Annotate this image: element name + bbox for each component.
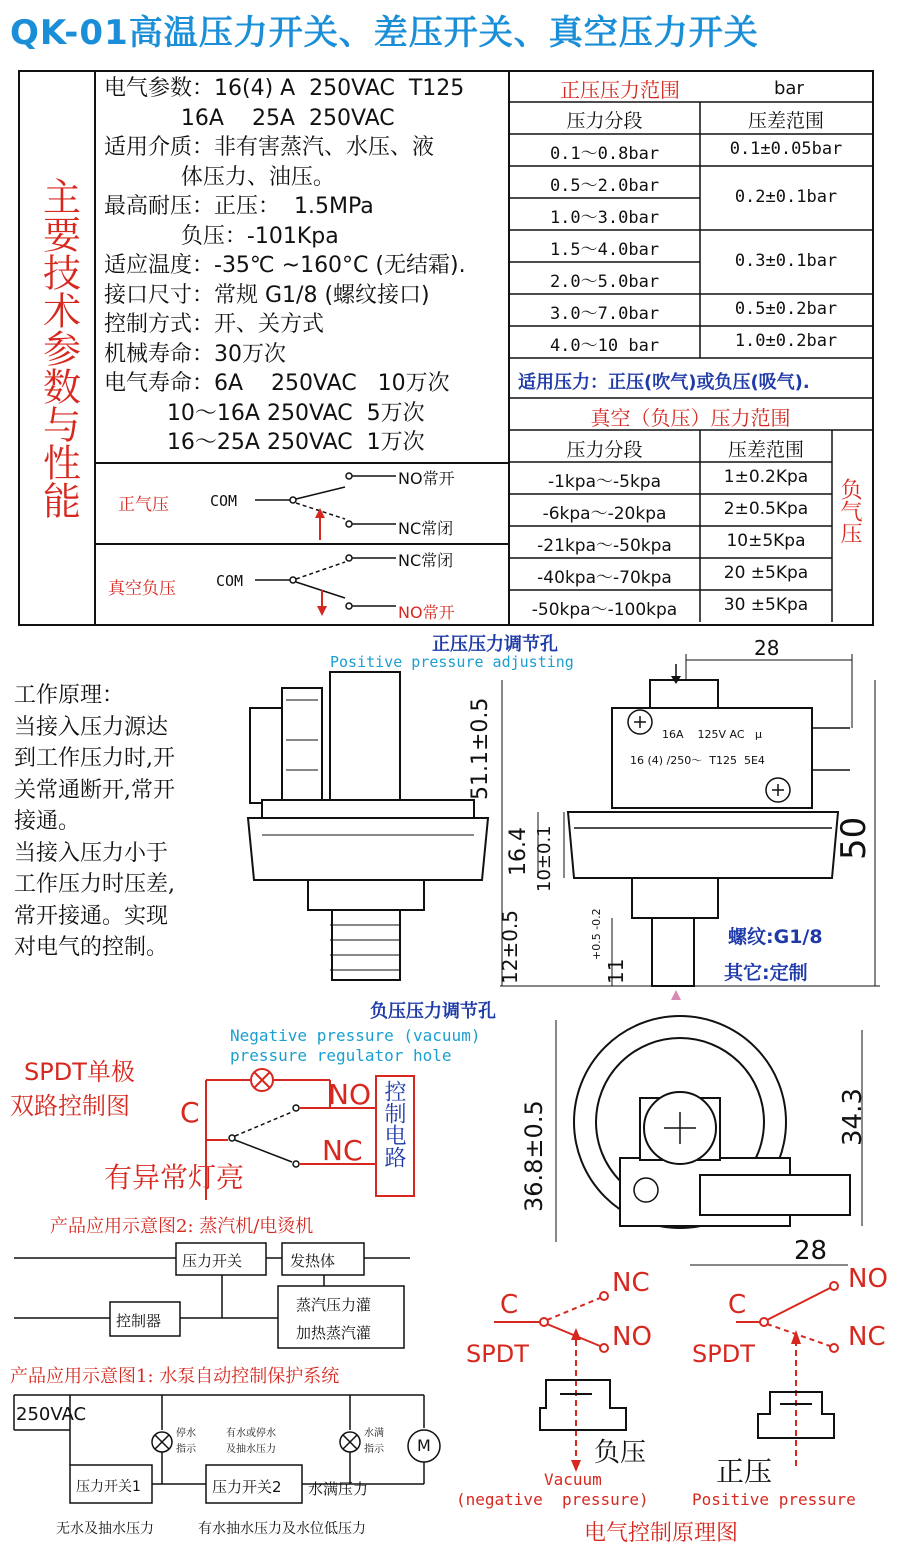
no-label: NO常开: [398, 469, 455, 488]
nc-label: NC: [848, 1322, 886, 1352]
indicator-label: 停水: [176, 1428, 196, 1439]
principle-line: 关常通断开,常开: [14, 777, 175, 803]
table-cell: -21kpa～-50kpa: [537, 536, 672, 556]
principle-line: 接通。: [14, 809, 81, 834]
dim-28-bottom: 28: [794, 1236, 828, 1266]
adjust-positive-en: Positive pressure adjusting: [330, 653, 574, 671]
spec-line: 10～16A 250VAC 5万次: [104, 400, 425, 426]
principle-line: 常开接通。实现: [14, 903, 169, 929]
tank-label: 蒸汽压力灌: [296, 1296, 372, 1314]
other-label: 其它:定制: [724, 962, 808, 984]
indicator-label: 水满: [364, 1428, 384, 1439]
spdt-title: 双路控制图: [10, 1092, 130, 1120]
app2-title: 产品应用示意图2: 蒸汽机/电烫机: [50, 1216, 314, 1237]
spec-line: 电气参数：16(4) A 250VAC T125: [104, 76, 465, 101]
table-cell: 0.5±0.2bar: [734, 299, 838, 319]
table-cell: 1.0±0.2bar: [734, 331, 838, 351]
principle-line: 对电气的控制。: [14, 935, 169, 960]
pressure-switch-1: 压力开关1: [76, 1479, 141, 1495]
no-label: NO: [328, 1078, 371, 1111]
positive-range-title: 正压压力范围: [560, 78, 680, 102]
positive-pressure-en: Positive pressure: [692, 1490, 856, 1509]
adjust-negative-cn: 负压压力调节孔: [370, 1001, 496, 1022]
heater-box: 发热体: [290, 1252, 336, 1270]
spec-line: 适应温度：-35℃ ~160°C (无结霜).: [104, 253, 466, 278]
motor-label: M: [417, 1436, 431, 1455]
table-cell: -6kpa～-20kpa: [542, 504, 667, 524]
table-cell: 1.0～3.0bar: [549, 208, 660, 228]
table-cell: 30 ±5Kpa: [723, 595, 809, 615]
thread-label: 螺纹:G1/8: [728, 926, 823, 948]
dim-50: 50: [834, 816, 874, 860]
pressure-switch-box: 压力开关: [182, 1252, 243, 1270]
spec-line: 机械寿命：30万次: [104, 341, 286, 367]
dim-11: 11: [604, 958, 628, 984]
spec-line: 体压力、油压。: [104, 164, 335, 190]
voltage-label: 250VAC: [16, 1404, 87, 1425]
nc-label: NC常闭: [398, 519, 454, 538]
controller-box: 控制器: [116, 1312, 162, 1330]
com-label: COM: [216, 572, 244, 590]
col-header: 压力分段: [566, 110, 643, 132]
no-label: NO常开: [398, 603, 455, 622]
applicable-pressure: 适用压力：正压(吹气)或负压(吸气).: [518, 372, 810, 393]
c-label: C: [180, 1096, 200, 1129]
no-label: NO: [848, 1264, 888, 1294]
dim-11-tol: +0.5 -0.2: [590, 908, 603, 960]
table-cell: 10±5Kpa: [726, 531, 806, 551]
spec-line: 最高耐压：正压： 1.5MPa: [104, 194, 374, 219]
table-cell: 0.1±0.05bar: [729, 139, 843, 159]
side-title: 主要技术参数与性能: [36, 177, 81, 519]
table-cell: 3.0～7.0bar: [549, 304, 660, 324]
table-cell: 0.3±0.1bar: [734, 251, 838, 271]
abnormal-lamp-label: 有异常灯亮: [104, 1161, 245, 1194]
c-label: C: [728, 1290, 747, 1320]
spec-line: 接口尺寸：常规 G1/8 (螺纹接口): [104, 282, 430, 308]
col-header: 压差范围: [727, 439, 804, 461]
dim-28: 28: [754, 636, 780, 660]
bottom-note: 有水抽水压力及水位低压力: [198, 1521, 366, 1537]
table-cell: 2.0～5.0bar: [549, 272, 660, 292]
table-cell: 2±0.5Kpa: [723, 499, 809, 519]
microswitch-text: 16 (4) /250～ T125 5E4: [630, 754, 765, 767]
control-circuit-label: 控制电路: [381, 1080, 406, 1168]
negative-pressure-label: 负压: [594, 1438, 647, 1468]
spdt-label: SPDT: [466, 1340, 529, 1368]
table-cell: -40kpa～-70kpa: [537, 568, 672, 588]
adjust-positive-cn: 正压压力调节孔: [432, 634, 558, 655]
table-cell: 1±0.2Kpa: [723, 467, 809, 487]
vacuum-range-title: 真空（负压）压力范围: [590, 406, 791, 430]
table-cell: -1kpa～-5kpa: [547, 472, 661, 492]
dim-36: 36.8±0.5: [520, 1100, 548, 1212]
work-principle: [14, 680, 175, 964]
dim-16: 16.4: [506, 827, 531, 876]
principle-caption: 电气控制原理图: [584, 1521, 739, 1546]
dim-34: 34.3: [838, 1088, 868, 1146]
col-header: 压差范围: [747, 110, 824, 132]
dim-10: 10±0.1: [534, 825, 555, 892]
spec-line: 负压：-101Kpa: [104, 223, 339, 249]
spec-line: 电气寿命：6A 250VAC 10万次: [104, 371, 450, 396]
principle-line: 到工作压力时,开: [14, 746, 175, 771]
principle-line: 工作压力时压差,: [14, 872, 175, 897]
tank-label: 加热蒸汽灌: [296, 1324, 372, 1342]
adjust-negative-en: pressure regulator hole: [230, 1046, 452, 1065]
indicator-label: 及抽水压力: [226, 1444, 276, 1455]
table-cell: 0.1～0.8bar: [549, 144, 660, 164]
vacuum-label: Vacuum: [544, 1470, 602, 1489]
principle-line: 当接入压力源达: [14, 714, 169, 740]
spec-line: 16～25A 250VAC 1万次: [104, 430, 425, 455]
adjust-negative-en: Negative pressure (vacuum): [230, 1026, 481, 1045]
spdt-label: SPDT: [692, 1340, 755, 1368]
indicator-label: 指示: [176, 1444, 196, 1455]
table-cell: 4.0～10 bar: [549, 336, 660, 356]
vacuum-label: (negative pressure): [456, 1490, 649, 1509]
nc-label: NC: [612, 1268, 650, 1298]
nc-label: NC: [322, 1134, 363, 1167]
bottom-note: 无水及抽水压力: [56, 1521, 154, 1537]
pressure-switch-2: 压力开关2: [212, 1478, 282, 1496]
spdt-title: SPDT单极: [24, 1058, 135, 1086]
table-cell: 0.5～2.0bar: [549, 176, 660, 196]
c-label: C: [500, 1290, 519, 1320]
positive-label: 正气压: [118, 495, 169, 515]
app1-title: 产品应用示意图1: 水泵自动控制保护系统: [10, 1366, 340, 1387]
page-title: QK-01高温压力开关、差压开关、真空压力开关: [10, 13, 759, 53]
no-label: NO: [612, 1322, 652, 1352]
table-cell: -50kpa～-100kpa: [531, 600, 678, 620]
vacuum-label: 真空负压: [108, 579, 176, 599]
full-pressure-label: 水满压力: [308, 1480, 369, 1498]
table-cell: 1.5～4.0bar: [549, 240, 660, 260]
nc-label: NC常闭: [398, 551, 454, 570]
table-cell: 20 ±5Kpa: [723, 563, 809, 583]
negative-pressure-label: 负气压: [837, 478, 862, 544]
dim-51: 51.1±0.5: [468, 697, 493, 800]
positive-range-unit: bar: [774, 78, 804, 99]
col-header: 压力分段: [566, 439, 643, 461]
microswitch-text: 16A 125V AC μ: [662, 728, 763, 741]
indicator-label: 有水或停水: [226, 1428, 276, 1439]
principle-line: 工作原理：: [14, 683, 125, 708]
spec-line: 控制方式：开、关方式: [104, 312, 325, 337]
principle-line: 当接入压力小于: [14, 840, 169, 866]
com-label: COM: [210, 492, 238, 510]
dim-12: 12±0.5: [498, 909, 522, 984]
indicator-label: 指示: [364, 1444, 384, 1455]
spec-line: 16A 25A 250VAC: [104, 105, 395, 131]
positive-pressure-label: 正压: [716, 1455, 773, 1488]
spec-line: 适用介质：非有害蒸汽、水压、液: [104, 135, 435, 160]
table-cell: 0.2±0.1bar: [734, 187, 838, 207]
